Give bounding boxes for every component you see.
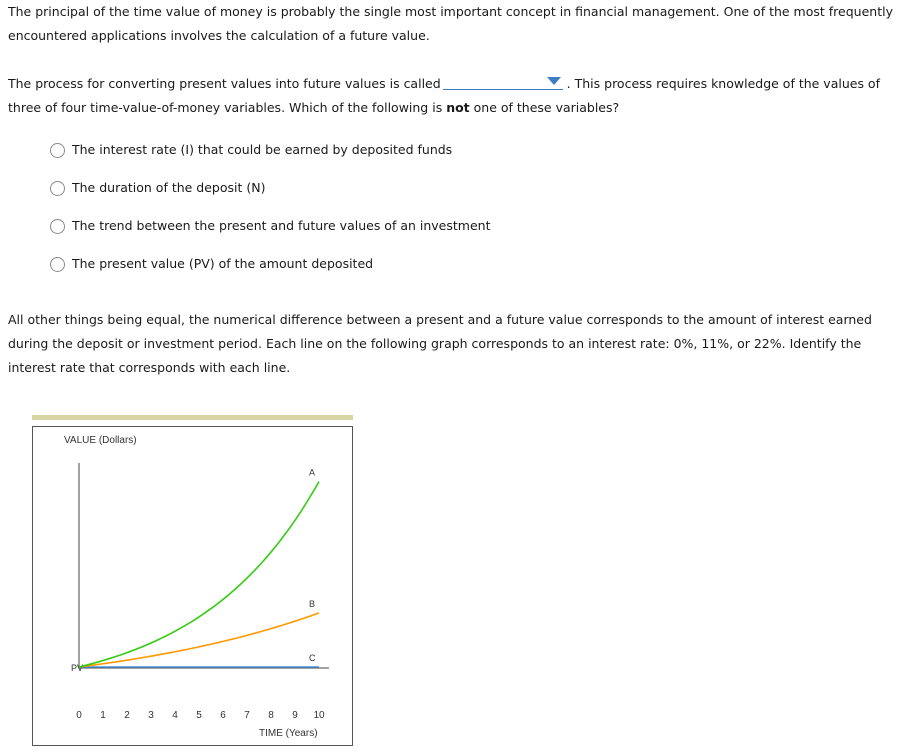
x-tick-label: 5 <box>196 710 202 721</box>
graph-header-bar <box>32 415 353 420</box>
question-text-end: one of these variables? <box>469 100 620 115</box>
question-emphasis: not <box>446 100 470 115</box>
x-tick-label: 4 <box>172 710 178 721</box>
series-line-a <box>79 482 319 667</box>
radio-button[interactable] <box>50 143 65 158</box>
radio-button[interactable] <box>50 219 65 234</box>
x-tick-labels <box>76 710 325 721</box>
series-line-b <box>79 613 319 667</box>
x-tick-label: 2 <box>124 710 130 721</box>
question-text-after: . This process requires knowledge of the values of three of four time-value-of-money variables. Which of the following is <box>8 76 880 115</box>
radio-button[interactable] <box>50 181 65 196</box>
graph-panel <box>32 426 353 746</box>
intro-paragraph: The principal of the time value of money is probably the single most important concept in financial management. One of the most frequently encountered applications involves the calculation of a future value. <box>8 4 893 43</box>
dropdown-arrow-icon <box>547 77 561 85</box>
x-tick-label: 9 <box>292 710 298 721</box>
x-tick-label: 6 <box>220 710 226 721</box>
series-label-b: B <box>309 598 316 609</box>
series-label-a: A <box>309 467 316 478</box>
x-tick-label: 1 <box>100 710 106 721</box>
series-label-c: C <box>309 653 316 663</box>
option-label: The interest rate (I) that could be earned by deposited funds <box>72 142 453 157</box>
option-label: The duration of the deposit (N) <box>72 180 266 195</box>
option-label: The trend between the present and future values of an investment <box>72 218 491 233</box>
future-value-chart <box>33 427 352 745</box>
process-dropdown[interactable] <box>443 75 563 90</box>
series-lines <box>79 482 319 667</box>
radio-button[interactable] <box>50 257 65 272</box>
pv-label: PV <box>71 663 84 673</box>
x-tick-label: 8 <box>268 710 274 721</box>
option-label: The present value (PV) of the amount deposited <box>72 256 374 271</box>
y-axis-label: VALUE (Dollars) <box>64 435 137 446</box>
graph-intro-paragraph: All other things being equal, the numerical difference between a present and a future value corresponds to the amount of interest earned during the deposit or investment period. Each line on the following graph corresponds to an interest rate: 0%, 11%, or 22%. Identify the interest rate that corresponds with each line. <box>8 312 872 375</box>
x-tick-label: 3 <box>148 710 154 721</box>
x-tick-label: 7 <box>244 710 250 721</box>
question-text-before: The process for converting present values into future values is called <box>8 76 441 91</box>
x-axis-label: TIME (Years) <box>259 728 318 739</box>
question-paragraph <box>8 72 910 120</box>
x-tick-label: 0 <box>76 710 82 721</box>
x-tick-label: 10 <box>313 710 325 721</box>
